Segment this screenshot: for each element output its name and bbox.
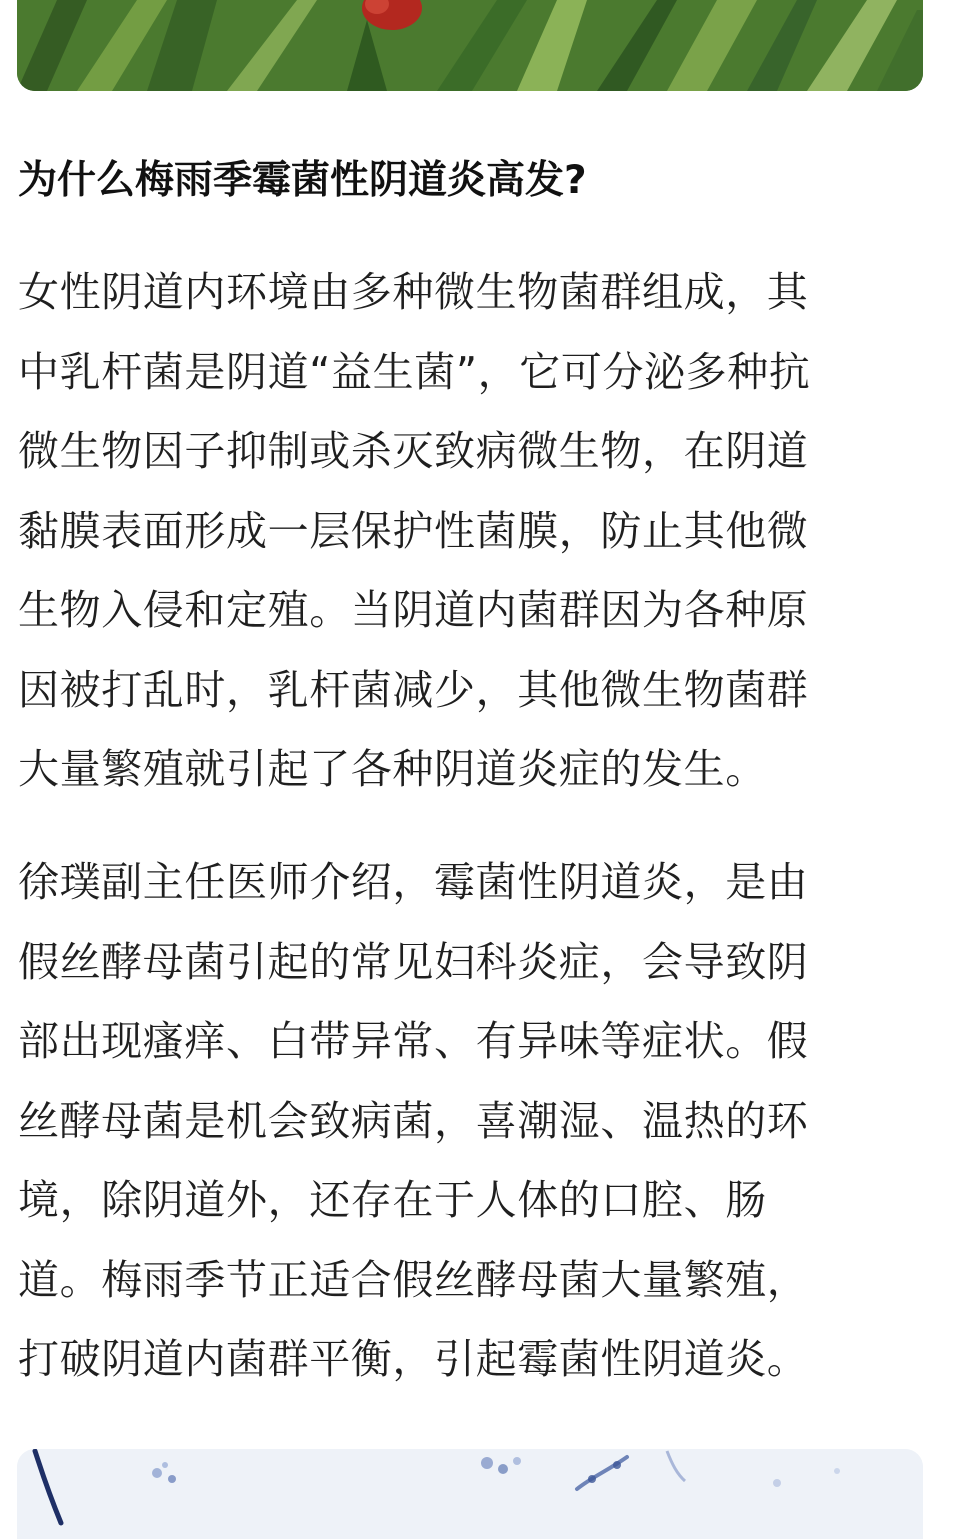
paragraph-line: 道。梅雨季节正适合假丝酵母菌大量繁殖，: [18, 1255, 809, 1304]
paragraph-line: 微生物因子抑制或杀灭致病微生物，在阴道: [18, 427, 809, 475]
paragraph-line: 黏膜表面形成一层保护性菌膜，防止其他微: [18, 506, 809, 555]
paragraph-line: 打破阴道内菌群平衡，引起霉菌性阴道炎。: [18, 1335, 809, 1383]
section-heading: 为什么梅雨季霉菌性阴道炎高发?: [18, 158, 587, 203]
top-photo-leaves: [17, 0, 923, 91]
paragraph-flora: [18, 253, 933, 810]
leaves-illustration: [17, 0, 923, 91]
paragraph-line: 生物入侵和定殖。当阴道内菌群因为各种原: [18, 586, 809, 634]
paragraph-line: 部出现瘙痒、白带异常、有异味等症状。假: [18, 1017, 809, 1065]
paragraph-doctor-quote: [18, 843, 933, 1400]
paragraph-line: 大量繁殖就引起了各种阴道炎症的发生。: [18, 745, 767, 793]
paragraph-line: 境，除阴道外，还存在于人体的口腔、肠: [18, 1176, 767, 1224]
microscope-stain-illustration: [17, 1449, 923, 1539]
paragraph-line: 假丝酵母菌引起的常见妇科炎症，会导致阴: [18, 937, 809, 986]
paragraph-line: 女性阴道内环境由多种微生物菌群组成，其: [18, 268, 809, 316]
paragraph-line: 丝酵母菌是机会致病菌，喜潮湿、温热的环: [18, 1096, 809, 1145]
paragraph-line: 徐璞副主任医师介绍，霉菌性阴道炎，是由: [18, 858, 809, 906]
paragraph-line: 中乳杆菌是阴道“益生菌”，它可分泌多种抗: [18, 347, 811, 396]
bottom-photo-microscope: [17, 1449, 923, 1539]
paragraph-line: 因被打乱时，乳杆菌减少，其他微生物菌群: [18, 665, 809, 714]
